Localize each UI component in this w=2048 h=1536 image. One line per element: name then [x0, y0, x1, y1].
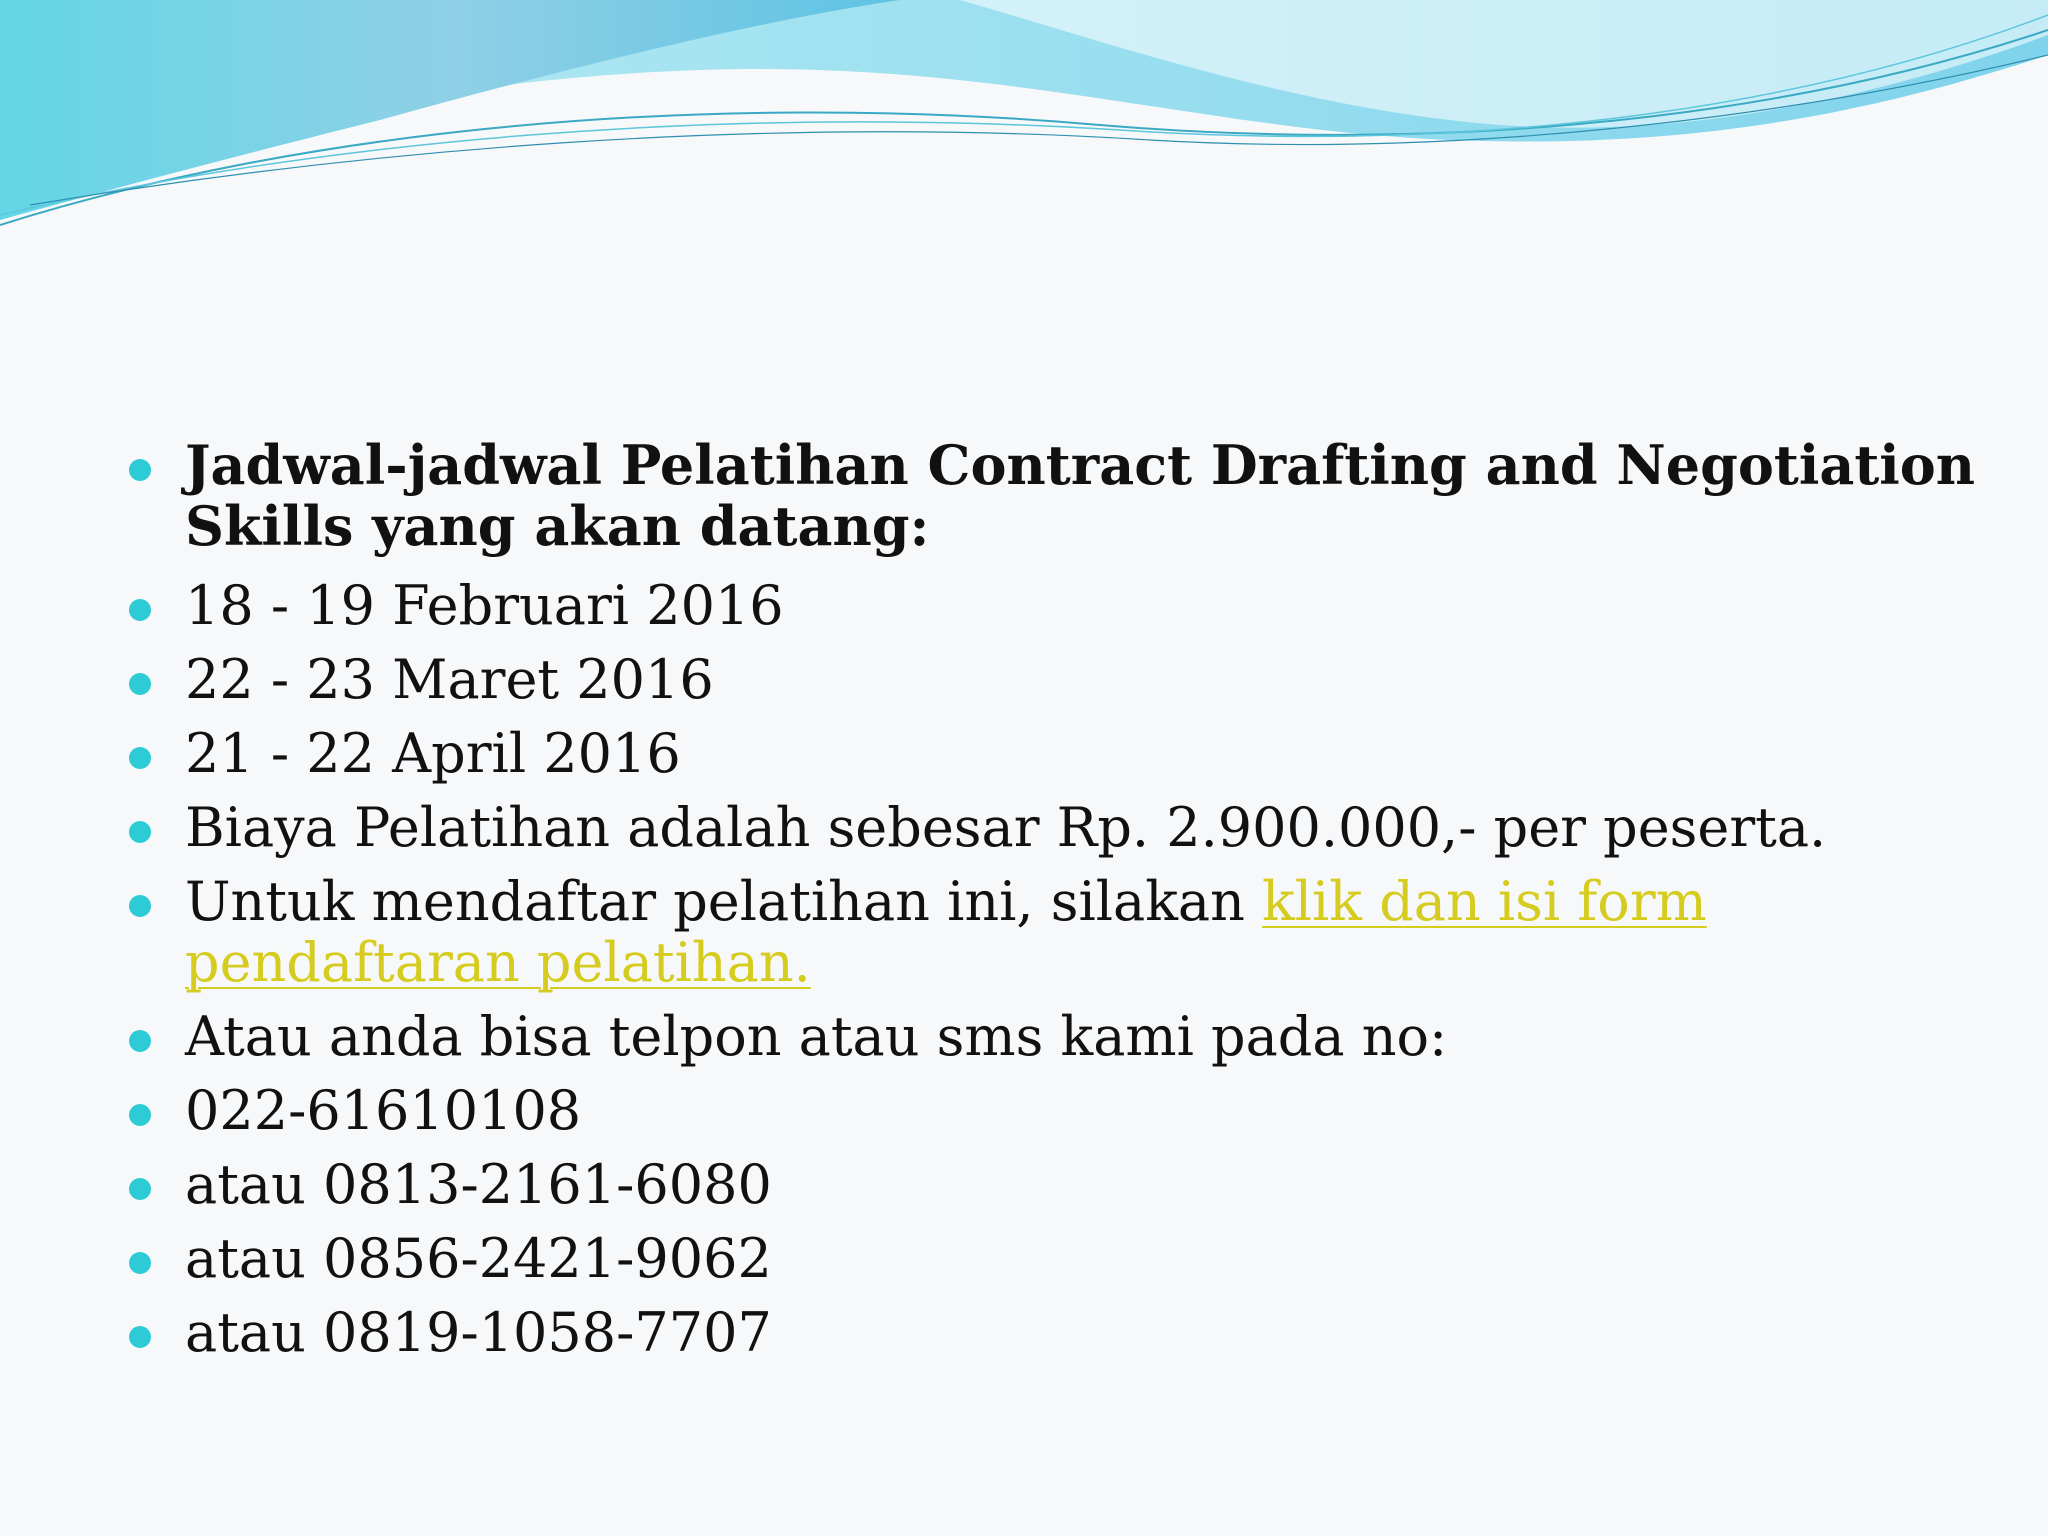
list-item-schedule: [125, 723, 1985, 784]
wave-header-decoration: [0, 0, 2048, 260]
phone-number: atau 0813-2161-6080: [185, 1153, 772, 1216]
bullet-icon: [129, 895, 151, 917]
phone-number: 022-61610108: [185, 1079, 582, 1142]
list-item-phone: [125, 1154, 1985, 1215]
list-item-schedule: [125, 575, 1985, 636]
bullet-icon: [129, 1178, 151, 1200]
bullet-icon: [129, 1252, 151, 1274]
bullet-icon: [129, 1104, 151, 1126]
bullet-icon: [129, 1326, 151, 1348]
bullet-icon: [129, 821, 151, 843]
schedule-date: 21 - 22 April 2016: [185, 722, 681, 785]
fee-text: Biaya Pelatihan adalah sebesar Rp. 2.900.000,- per peserta.: [185, 796, 1827, 859]
bullet-icon: [129, 673, 151, 695]
list-item-schedule: [125, 649, 1985, 710]
schedule-date: 22 - 23 Maret 2016: [185, 648, 714, 711]
bullet-icon: [129, 599, 151, 621]
list-item-phone: [125, 1228, 1985, 1289]
phone-number: atau 0856-2421-9062: [185, 1227, 772, 1290]
register-prefix: Untuk mendaftar pelatihan ini, silakan: [185, 870, 1263, 933]
list-item-contact-intro: [125, 1006, 1985, 1067]
bullet-list: [125, 435, 1985, 1363]
list-item-phone: [125, 1080, 1985, 1141]
list-item-heading: [125, 435, 1985, 557]
list-item-fee: [125, 797, 1985, 858]
slide-content: [125, 435, 1985, 1376]
list-item-register: [125, 871, 1985, 993]
heading-text: Jadwal-jadwal Pelatihan Contract Drafting and Negotiation Skills yang akan datang:: [185, 433, 1976, 558]
bullet-icon: [129, 459, 151, 481]
list-item-phone: [125, 1302, 1985, 1363]
phone-number: atau 0819-1058-7707: [185, 1301, 772, 1364]
bullet-icon: [129, 747, 151, 769]
registration-form-link[interactable]: klik dan isi form pendaftaran pelatihan.: [185, 870, 1707, 994]
bullet-icon: [129, 1030, 151, 1052]
schedule-date: 18 - 19 Februari 2016: [185, 574, 784, 637]
contact-intro-text: Atau anda bisa telpon atau sms kami pada no:: [185, 1005, 1448, 1068]
